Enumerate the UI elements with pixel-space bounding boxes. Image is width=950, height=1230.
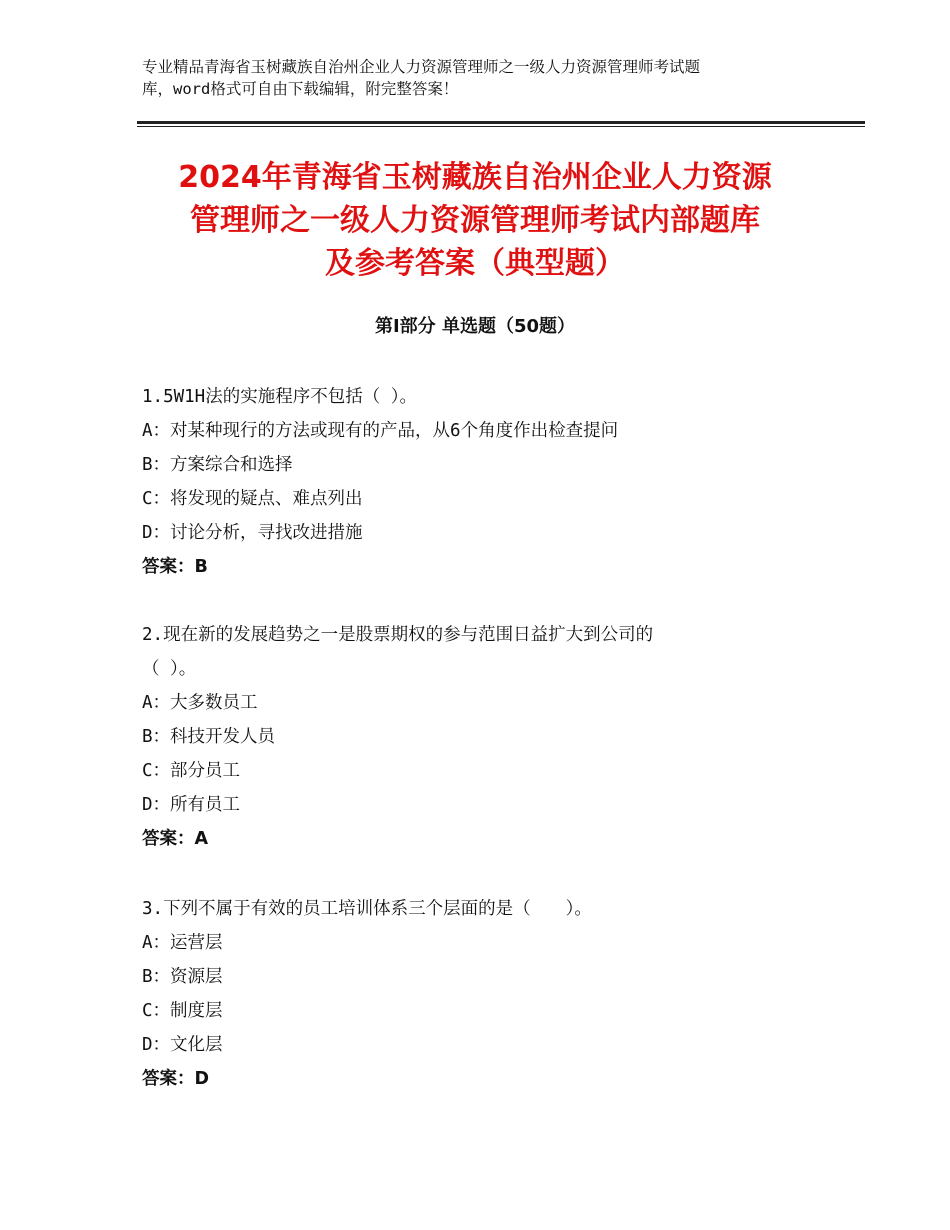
option-d: D：文化层 — [142, 1035, 223, 1055]
header-divider — [137, 121, 865, 124]
question-3 — [142, 892, 862, 1096]
title-line: 管理师之一级人力资源管理师考试内部题库 — [190, 203, 760, 238]
question-stem-cont: （ ）。 — [142, 659, 197, 679]
option-c: C：部分员工 — [142, 761, 241, 781]
answer: 答案：A — [142, 829, 209, 849]
question-stem: 1.5W1H法的实施程序不包括（ ）。 — [142, 387, 418, 407]
title-line: 及参考答案（典型题） — [325, 246, 625, 281]
question-2 — [142, 618, 862, 856]
option-b: B：科技开发人员 — [142, 727, 276, 747]
header-note — [142, 56, 822, 100]
question-stem: 3.下列不属于有效的员工培训体系三个层面的是（ ）。 — [142, 899, 592, 919]
document-title — [120, 156, 830, 285]
section-heading: 第Ⅰ部分 单选题（50题） — [374, 316, 575, 337]
option-c: C：将发现的疑点、难点列出 — [142, 489, 363, 509]
title-line: 2024年青海省玉树藏族自治州企业人力资源 — [178, 160, 772, 195]
question-1 — [142, 380, 862, 584]
header-note-line: 库，word格式可自由下载编辑，附完整答案！ — [142, 80, 459, 98]
answer: 答案：D — [142, 1069, 210, 1089]
option-d: D：讨论分析，寻找改进措施 — [142, 523, 363, 543]
option-a: A：对某种现行的方法或现有的产品，从6个角度作出检查提问 — [142, 421, 619, 441]
header-note-line: 专业精品青海省玉树藏族自治州企业人力资源管理师之一级人力资源管理师考试题 — [142, 58, 701, 76]
option-a: A：运营层 — [142, 933, 223, 953]
option-a: A：大多数员工 — [142, 693, 258, 713]
option-d: D：所有员工 — [142, 795, 241, 815]
option-b: B：方案综合和选择 — [142, 455, 293, 475]
answer: 答案：B — [142, 557, 208, 577]
option-c: C：制度层 — [142, 1001, 223, 1021]
question-stem: 2.现在新的发展趋势之一是股票期权的参与范围日益扩大到公司的 — [142, 625, 654, 645]
header-divider-thin — [137, 126, 865, 127]
option-b: B：资源层 — [142, 967, 223, 987]
